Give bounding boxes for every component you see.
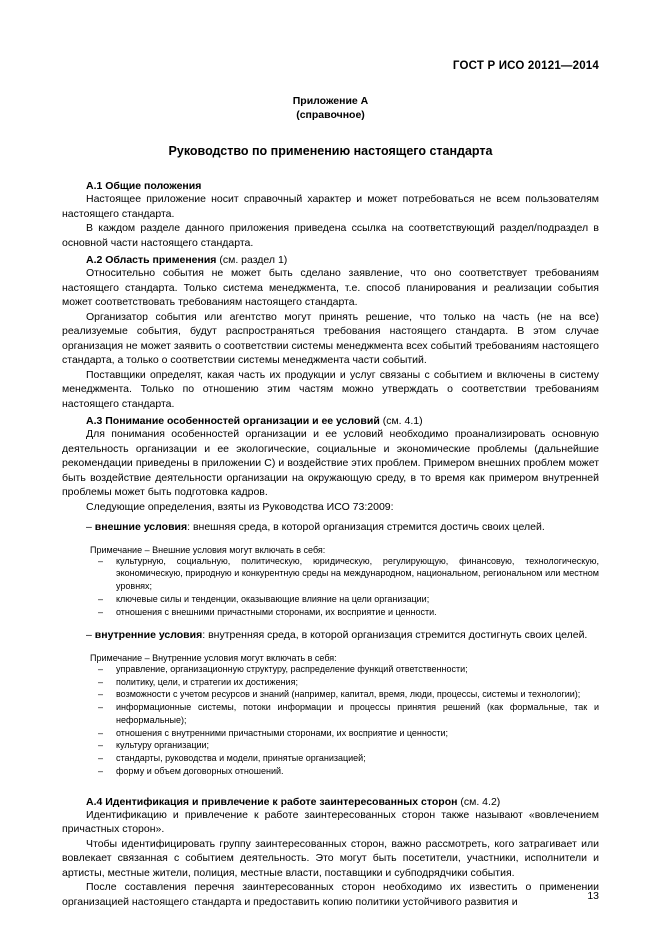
note-heading: Примечание – Внутренние условия могут включать в себя: bbox=[90, 652, 337, 663]
list-item bbox=[90, 663, 599, 676]
list-item-text: ключевые силы и тенденции, оказывающие влияние на цели организации; bbox=[116, 593, 430, 604]
section-heading-a2-rest: (см. раздел 1) bbox=[216, 254, 288, 267]
dash-bullet: – bbox=[98, 765, 104, 776]
note-external-conditions bbox=[90, 545, 599, 619]
list-item bbox=[90, 765, 599, 778]
dash-bullet: – bbox=[98, 593, 104, 604]
list-item-text: форму и объем договорных отношений. bbox=[116, 765, 284, 776]
dash-bullet: – bbox=[98, 555, 104, 566]
page-header-standard-ref: ГОСТ Р ИСО 20121—2014 bbox=[452, 60, 599, 72]
section-heading-a4 bbox=[62, 796, 599, 808]
section-heading-a1 bbox=[62, 180, 599, 192]
paragraph: Чтобы идентифицировать группу заинтересованных сторон, важно рассмотреть, кого затрагивает или вовлекает связанная с событием деятельность. Это могут быть посетители, участники, исполнители и артисты, местные жители, полиция, местные власти, поставщики и субподрядчики события. bbox=[62, 837, 599, 879]
definition-dash: – bbox=[86, 521, 95, 534]
list-item-text: отношения с внешними причастными сторонами, их восприятие и ценности. bbox=[116, 606, 437, 617]
section-heading-a3-rest: (см. 4.1) bbox=[379, 415, 423, 428]
section-heading-a1-text: А.1 Общие положения bbox=[86, 180, 202, 193]
definition-external-conditions bbox=[62, 520, 599, 534]
section-heading-a2-text: А.2 Область применения bbox=[86, 254, 217, 267]
list-item-text: отношения с внутренними причастными сторонами, их восприятие и ценности; bbox=[116, 727, 449, 738]
list-item-text: управление, организационную структуру, распределение функций ответственности; bbox=[116, 663, 468, 674]
paragraph: Настоящее приложение носит справочный характер и может потребоваться не всем пользователям настоящего стандарта. bbox=[62, 193, 599, 220]
list-item bbox=[90, 739, 599, 752]
list-item-text: информационные системы, потоки информации и процессы принятия решений (как формальные, так и неформальные); bbox=[116, 702, 599, 725]
definition-text: : внешняя среда, в которой организация стремится достичь своих целей. bbox=[187, 521, 545, 534]
dash-bullet: – bbox=[98, 676, 104, 687]
paragraph: После составления перечня заинтересованных сторон необходимо их известить о применении организацией настоящего стандарта и предоставить копию политики устойчивого развития и bbox=[62, 881, 599, 908]
paragraph: Для понимания особенностей организации и ее условий необходимо проанализировать основную деятельность организации и ее экологические, социальные и экономические проблемы (дальнейшие рекомендации приведены в приложении С) и воздействие этих проблем. Примером внешних проблем может быть воздействие деятельности организации на окружающую среду, в то время как примером внутренней проблемы может быть подготовка кадров. bbox=[62, 428, 599, 499]
list-item bbox=[90, 606, 599, 619]
note-heading: Примечание – Внешние условия могут включать в себя: bbox=[90, 544, 326, 555]
annex-label: Приложение А bbox=[292, 95, 369, 107]
section-heading-a4-rest: (см. 4.2) bbox=[457, 795, 501, 808]
section-heading-a2 bbox=[62, 254, 599, 266]
list-item-text: культуру организации; bbox=[116, 740, 210, 751]
dash-bullet: – bbox=[98, 702, 104, 713]
page-number: 13 bbox=[587, 890, 599, 902]
definition-internal-conditions bbox=[62, 628, 599, 642]
paragraph: В каждом разделе данного приложения приведена ссылка на соответствующий раздел/подраздел в основной части настоящего стандарта. bbox=[62, 222, 599, 249]
list-item bbox=[90, 701, 599, 727]
dash-bullet: – bbox=[98, 740, 104, 751]
page-title: Руководство по применению настоящего стандарта bbox=[168, 144, 493, 159]
dash-bullet: – bbox=[98, 663, 104, 674]
list-item bbox=[90, 688, 599, 701]
note-internal-list bbox=[90, 663, 599, 778]
section-heading-a4-text: А.4 Идентификация и привлечение к работе заинтересованных сторон bbox=[86, 795, 458, 808]
definition-term: внутренние условия bbox=[94, 629, 203, 642]
definition-dash: – bbox=[86, 629, 95, 642]
list-item-text: стандарты, руководства и модели, принятые организацией; bbox=[116, 753, 366, 764]
annex-type: (справочное) bbox=[296, 109, 365, 122]
definition-text: : внутренняя среда, в которой организация стремится достигнуть своих целей. bbox=[202, 629, 588, 642]
note-internal-conditions bbox=[90, 653, 599, 778]
section-heading-a3-text: А.3 Понимание особенностей организации и ее условий bbox=[86, 415, 380, 428]
paragraph: Поставщики определят, какая часть их продукции и услуг связаны с событием и включены в систему менеджмента. Только по отношению этим частям можно утверждать о соответствии требованиям настоящего стандарта. bbox=[62, 368, 599, 410]
section-heading-a3 bbox=[62, 415, 599, 427]
list-item bbox=[90, 752, 599, 765]
list-item bbox=[90, 676, 599, 689]
paragraph: Следующие определения, взяты из Руководства ИСО 73:2009: bbox=[86, 500, 394, 513]
paragraph: Идентификацию и привлечение к работе заинтересованных сторон также называют «вовлечением причастных сторон». bbox=[62, 808, 599, 836]
list-item bbox=[90, 555, 599, 593]
list-item-text: культурную, социальную, политическую, юридическую, регулирующую, финансовую, технологическую, экономическую, природную и конкурентную среды на международном, национальном, региональном или местном уровнях; bbox=[116, 555, 599, 592]
list-item-text: возможности с учетом ресурсов и знаний (например, капитал, время, люди, процессы, системы и технологии); bbox=[116, 689, 581, 700]
note-external-list bbox=[90, 555, 599, 619]
list-item bbox=[90, 593, 599, 606]
dash-bullet: – bbox=[98, 689, 104, 700]
dash-bullet: – bbox=[98, 753, 104, 764]
paragraph: Организатор события или агентство могут принять решение, что только на часть (не на все) реализуемые события, будут распространяться требования настоящего стандарта. В этом случае организация не может заявить о соответствии системы менеджмента всех событий требованиям настоящего стандарта, а только о соответствии системы менеджмента части событий. bbox=[62, 310, 599, 367]
dash-bullet: – bbox=[98, 727, 104, 738]
list-item bbox=[90, 727, 599, 740]
definition-term: внешние условия bbox=[94, 521, 188, 534]
list-item-text: политику, цели, и стратегии их достижения; bbox=[116, 676, 298, 687]
paragraph: Относительно события не может быть сделано заявление, что оно соответствует требованиям настоящего стандарта. Только система менеджмента, т.е. способ планирования и реализации события может соответствовать требованиям настоящего стандарта. bbox=[62, 267, 599, 309]
dash-bullet: – bbox=[98, 606, 104, 617]
